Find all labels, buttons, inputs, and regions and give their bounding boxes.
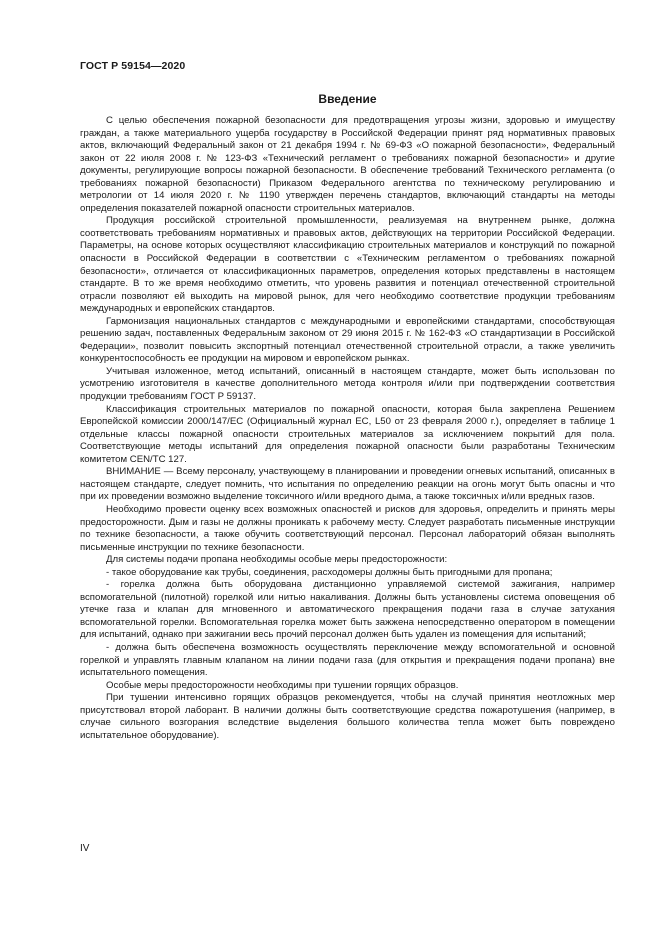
paragraph: Классификация строительных материалов по пожарной опасности, которая была закреплена Решением Европейской комиссии 2000/147/ЕС (Официальный журнал ЕС, L50 от 23 февраля 2000 г.), определяет в таблице 1 отдельные классы пожарной опасности строительных материалов за исключением покрытий для пола. Соответствующие методы испытаний для определения пожарной опасности были разработаны Техническим комитетом CEN/TC 127. (80, 403, 615, 465)
warning-paragraph: ВНИМАНИЕ — Всему персоналу, участвующему в планировании и проведении огневых испытаний, описанных в настоящем стандарте, следует помнить, что испытания по определению реакции на огонь могут быть опасны и что при их проведении возможно выделение токсичного и/или вредного дыма, а также токсичных и/или вредных газов. (80, 466, 615, 503)
page-number: IV (80, 843, 90, 854)
paragraph: Для системы подачи пропана необходимы особые меры предосторожности: (106, 554, 448, 566)
paragraph: Особые меры предосторожности необходимы при тушении горящих образцов. (106, 679, 459, 691)
paragraph: С целью обеспечения пожарной безопасности для предотвращения угрозы жизни, здоровью и имуществу граждан, а также материального ущерба государству в Российской Федерации принят ряд нормативных правовых актов, включающий Федеральный закон от 21 декабря 1994 г. № 69-ФЗ «О пожарной безопасности», Федеральный закон от 22 июля 2008 г. № 123-ФЗ «Технический регламент о требованиях пожарной безопасности» и другие документы, регулирующие вопросы пожарной безопасности. В обеспечение требований Технического регламента (о требованиях пожарной безопасности) Приказом Федерального агентства по техническому регулированию и метрологии от 14 июля 2020 г. № 1190 утвержден перечень стандартов, включающий стандарты на методы определения показателей пожарной опасности строительных материалов. (80, 115, 615, 214)
document-code: ГОСТ Р 59154—2020 (80, 60, 186, 72)
introduction-body (80, 115, 615, 742)
list-item: - такое оборудование как трубы, соединения, расходомеры должны быть пригодными для пропана; (106, 566, 553, 578)
paragraph: Учитывая изложенное, метод испытаний, описанный в настоящем стандарте, может быть использован по усмотрению изготовителя в качестве дополнительного метода контроля и/или при подтверждении соответствия продукции требованиям ГОСТ Р 59137. (80, 365, 615, 403)
paragraph: Продукция российской строительной промышленности, реализуемая на внутреннем рынке, должна соответствовать требованиям нормативных и правовых актов, действующих на территории Российской Федерации. Параметры, на основе которых осуществляют классификацию строительных материалов и конструкций по пожарной опасности в Российской Федерации в соответствии с «Техническим регламентом о требованиях пожарной безопасности», отличается от классификационных параметров, определения которых представлены в настоящем стандарте. В то же время необходимо отметить, что уровень развития и потенциал отечественной строительной отрасли позволяют ей выходить на мировой рынок, для чего необходимо соответствие продукции требованиям международных и европейских стандартов. (80, 215, 615, 315)
paragraph: Необходимо провести оценку всех возможных опасностей и рисков для здоровья, определить и принять меры предосторожности. Дым и газы не должны проникать к рабочему месту. Следует разработать письменные инструкции по технике безопасности, а также обучить соответствующий персонал. Персонал лабораторий обязан выполнять письменные инструкции по технике безопасности. (80, 503, 615, 553)
list-item: - горелка должна быть оборудована дистанционно управляемой системой зажигания, например вспомогательной (пилотной) горелкой или нитью накаливания. Должны быть установлены система оповещения об утечке газа и клапан для мгновенного и автоматического прекращения подачи газа в случае затухания вспомогательной горелки. Вспомогательная горелка может быть зажжена непосредственно оператором в помещении для испытаний, однако при зажигании весь прочий персонал должен быть удален из помещения для испытаний; (80, 579, 615, 641)
section-title: Введение (318, 92, 377, 106)
list-item: - должна быть обеспечена возможность осуществлять переключение между вспомогательной и основной горелкой и управлять главным клапаном на линии подачи газа (для открытия и прекращения подачи пропана) вне испытательного помещения. (80, 641, 615, 679)
paragraph: Гармонизация национальных стандартов с международными и европейскими стандартами, способствующая решению задач, поставленных Федеральным законом от 29 июня 2015 г. № 162-ФЗ «О стандартизации в Российской Федерации», позволит повысить экспортный потенциал отечественной строительной отрасли, а также увеличить конкурентоспособность ее продукции на мировом и европейском рынках. (80, 315, 615, 365)
paragraph: При тушении интенсивно горящих образцов рекомендуется, чтобы на случай принятия неотложных мер присутствовал второй лаборант. В наличии должны быть соответствующие средства пожаротушения (например, в случае сильного возгорания вследствие выделения большого количества тепла может быть повреждено испытательное оборудование). (80, 692, 615, 741)
